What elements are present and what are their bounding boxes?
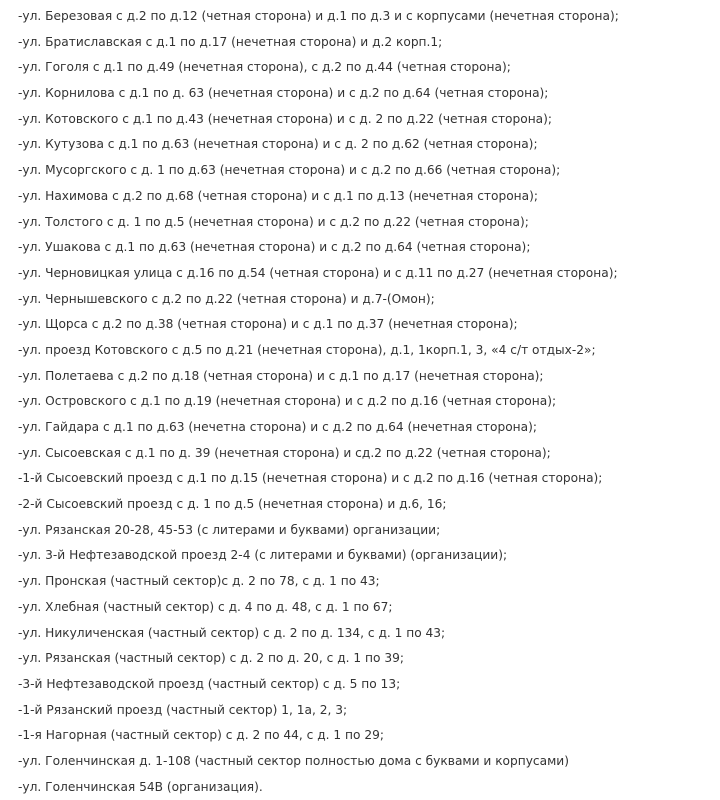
list-item: -2-й Сысоевский проезд с д. 1 по д.5 (нечетная сторона) и д.6, 16;	[18, 497, 447, 512]
list-item: -1-й Рязанский проезд (частный сектор) 1, 1а, 2, 3;	[18, 702, 348, 717]
address-list	[18, 4, 716, 800]
list-item: -ул. Полетаева с д.2 по д.18 (четная сторона) и с д.1 по д.17 (нечетная сторона);	[18, 368, 544, 383]
list-item: -ул. Островского с д.1 по д.19 (нечетная сторона) и с д.2 по д.16 (четная сторона);	[18, 394, 557, 409]
list-item: -ул. Голенчинская 54В (организация).	[18, 779, 263, 794]
list-item: -ул. Березовая с д.2 по д.12 (четная сторона) и д.1 по д.3 и с корпусами (нечетная сторона);	[18, 9, 619, 23]
list-item: -1-й Сысоевский проезд с д.1 по д.15 (нечетная сторона) и с д.2 по д.16 (четная сторона);	[18, 471, 603, 486]
list-item: -ул. Братиславская с д.1 по д.17 (нечетная сторона) и д.2 корп.1;	[18, 34, 443, 49]
list-item: -ул. Кутузова с д.1 по д.63 (нечетная сторона) и с д. 2 по д.62 (четная сторона);	[18, 137, 538, 152]
list-item: -ул. проезд Котовского с д.5 по д.21 (нечетная сторона), д.1, 1корп.1, 3, «4 с/т отдых-2»;	[18, 342, 596, 357]
list-item: -ул. Гайдара с д.1 по д.63 (нечетна сторона) и с д.2 по д.64 (нечетная сторона);	[18, 420, 537, 434]
list-item: -ул. Чернышевского с д.2 по д.22 (четная сторона) и д.7-(Омон);	[18, 291, 435, 306]
list-item: -ул. Толстого с д. 1 по д.5 (нечетная сторона) и с д.2 по д.22 (четная сторона);	[18, 214, 529, 229]
list-item: -ул. Нахимова с д.2 по д.68 (четная сторона) и с д.1 по д.13 (нечетная сторона);	[18, 188, 538, 203]
list-item: -ул. Пронская (частный сектор)с д. 2 по 78, с д. 1 по 43;	[18, 574, 380, 589]
list-item: -ул. Мусоргского с д. 1 по д.63 (нечетная сторона) и с д.2 по д.66 (четная сторона);	[18, 163, 561, 178]
list-item: -ул. Хлебная (частный сектор) с д. 4 по д. 48, с д. 1 по 67;	[18, 599, 393, 614]
list-item: -ул. 3-й Нефтезаводской проезд 2-4 (с литерами и буквами) (организации);	[18, 548, 508, 563]
list-item: -ул. Сысоевская с д.1 по д. 39 (нечетная сторона) и сд.2 по д.22 (четная сторона);	[18, 445, 551, 460]
list-item: -3-й Нефтезаводской проезд (частный сектор) с д. 5 по 13;	[18, 676, 401, 691]
list-item: -ул. Гоголя с д.1 по д.49 (нечетная сторона), с д.2 по д.44 (четная сторона);	[18, 60, 511, 75]
list-item: -ул. Рязанская (частный сектор) с д. 2 по д. 20, с д. 1 по 39;	[18, 651, 404, 666]
list-item: -ул. Ушакова с д.1 по д.63 (нечетная сторона) и с д.2 по д.64 (четная сторона);	[18, 240, 531, 255]
list-item: -ул. Голенчинская д. 1-108 (частный сектор полностью дома с буквами и корпусами)	[18, 753, 569, 768]
list-item: -ул. Котовского с д.1 по д.43 (нечетная сторона) и с д. 2 по д.22 (четная сторона);	[18, 111, 553, 126]
list-item: -ул. Рязанская 20-28, 45-53 (с литерами и буквами) организации;	[18, 522, 441, 537]
list-item: -ул. Черновицкая улица с д.16 по д.54 (четная сторона) и с д.11 по д.27 (нечетная сторона);	[18, 265, 618, 280]
list-item: -ул. Никуличенская (частный сектор) с д. 2 по д. 134, с д. 1 по 43;	[18, 625, 446, 640]
list-item: -1-я Нагорная (частный сектор) с д. 2 по 44, с д. 1 по 29;	[18, 728, 384, 743]
list-item: -ул. Корнилова с д.1 по д. 63 (нечетная сторона) и с д.2 по д.64 (четная сторона);	[18, 86, 549, 101]
list-item: -ул. Щорса с д.2 по д.38 (четная сторона) и с д.1 по д.37 (нечетная сторона);	[18, 317, 518, 332]
